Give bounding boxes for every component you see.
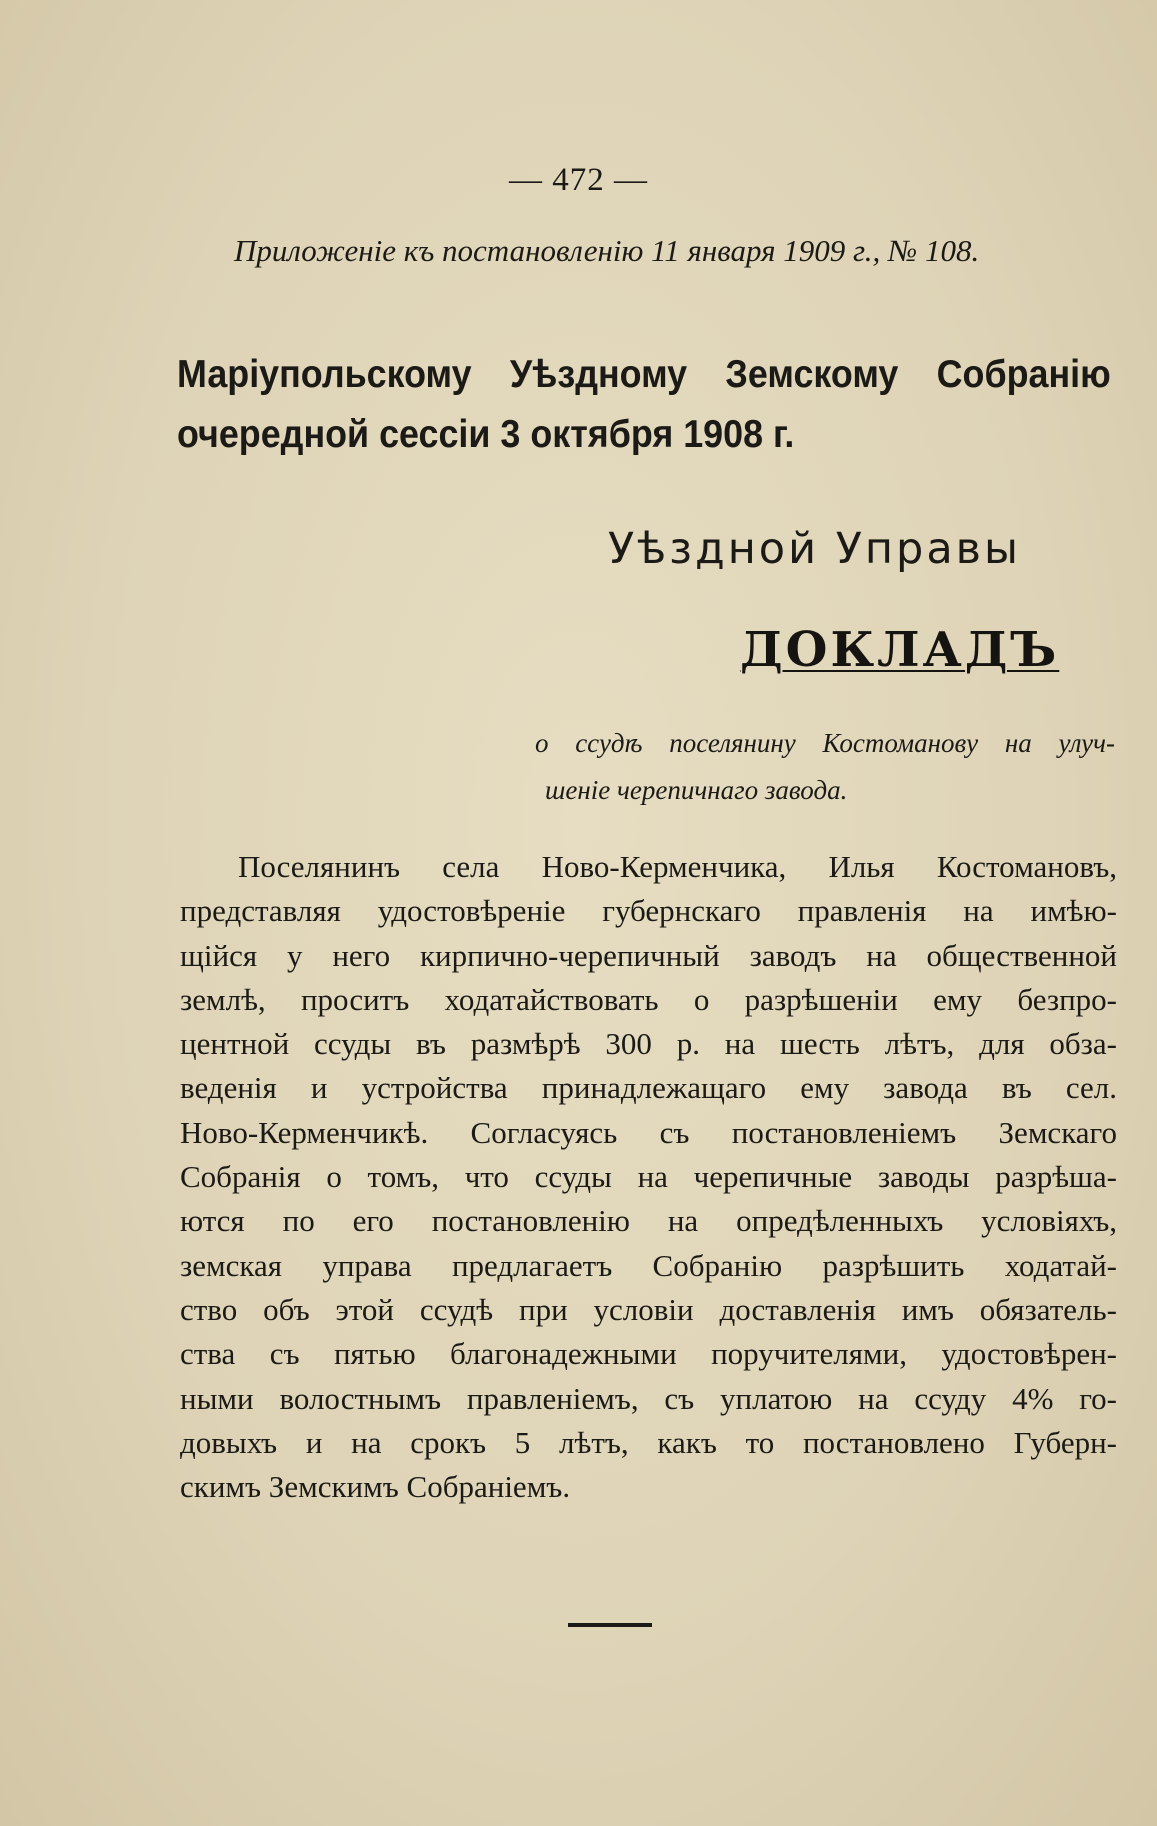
body-line: центной ссуды въ размѣрѣ 300 р. на шесть лѣтъ, для обза- (180, 1026, 1117, 1062)
body-line: представляя удостовѣреніе губернскаго правленія на имѣю- (180, 893, 1117, 929)
page-number: — 472 — (509, 162, 648, 198)
closing-rule (568, 1623, 652, 1627)
body-line: ются по его постановленію на опредѣленныхъ условіяхъ, (180, 1203, 1117, 1239)
addressee-line-2: очередной сессіи 3 октября 1908 г. (177, 413, 795, 456)
subject-line-2: шеніе черепичнаго завода. (545, 775, 848, 805)
body-line: скимъ Земскимъ Собраніемъ. (180, 1469, 571, 1505)
body-line: земская управа предлагаетъ Собранію разрѣшить ходатай- (180, 1247, 1117, 1283)
report-subject (535, 720, 1115, 814)
addressee-heading (177, 345, 1111, 465)
body-line: ства съ пятью благонадежными поручителями, удостовѣрен- (180, 1336, 1117, 1372)
body-line: землѣ, проситъ ходатайствовать о разрѣшеніи ему безпро- (180, 981, 1117, 1017)
appendix-note: Приложеніе къ постановленію 11 января 1909 г., № 108. (234, 233, 980, 268)
body-line: ство объ этой ссудѣ при условіи доставленія имъ обязатель- (180, 1291, 1117, 1327)
subject-line-1: о ссудѣ поселянину Костоманову на улуч- (535, 728, 1115, 758)
body-line: Поселянинъ села Ново-Керменчика, Илья Костомановъ, (238, 849, 1117, 884)
board-heading: Уѣздной Управы (608, 524, 1021, 574)
addressee-line-1: Маріупольскому Уѣздному Земскому Собранію (177, 353, 1111, 396)
body-line: щійся у него кирпично-черепичный заводъ на общественной (180, 937, 1117, 973)
body-line: веденія и устройства принадлежащаго ему завода въ сел. (180, 1070, 1117, 1106)
report-title: ДОКЛАДЪ (740, 622, 1060, 678)
body-line: Собранія о томъ, что ссуды на черепичные заводы разрѣша- (180, 1159, 1117, 1195)
body-line: ными волостнымъ правленіемъ, съ уплатою на ссуду 4% го- (180, 1380, 1117, 1416)
body-paragraph (180, 845, 1117, 1509)
body-line: Ново-Керменчикѣ. Согласуясь съ постановленіемъ Земскаго (180, 1114, 1117, 1150)
body-line: довыхъ и на срокъ 5 лѣтъ, какъ то постановлено Губерн- (180, 1424, 1117, 1460)
